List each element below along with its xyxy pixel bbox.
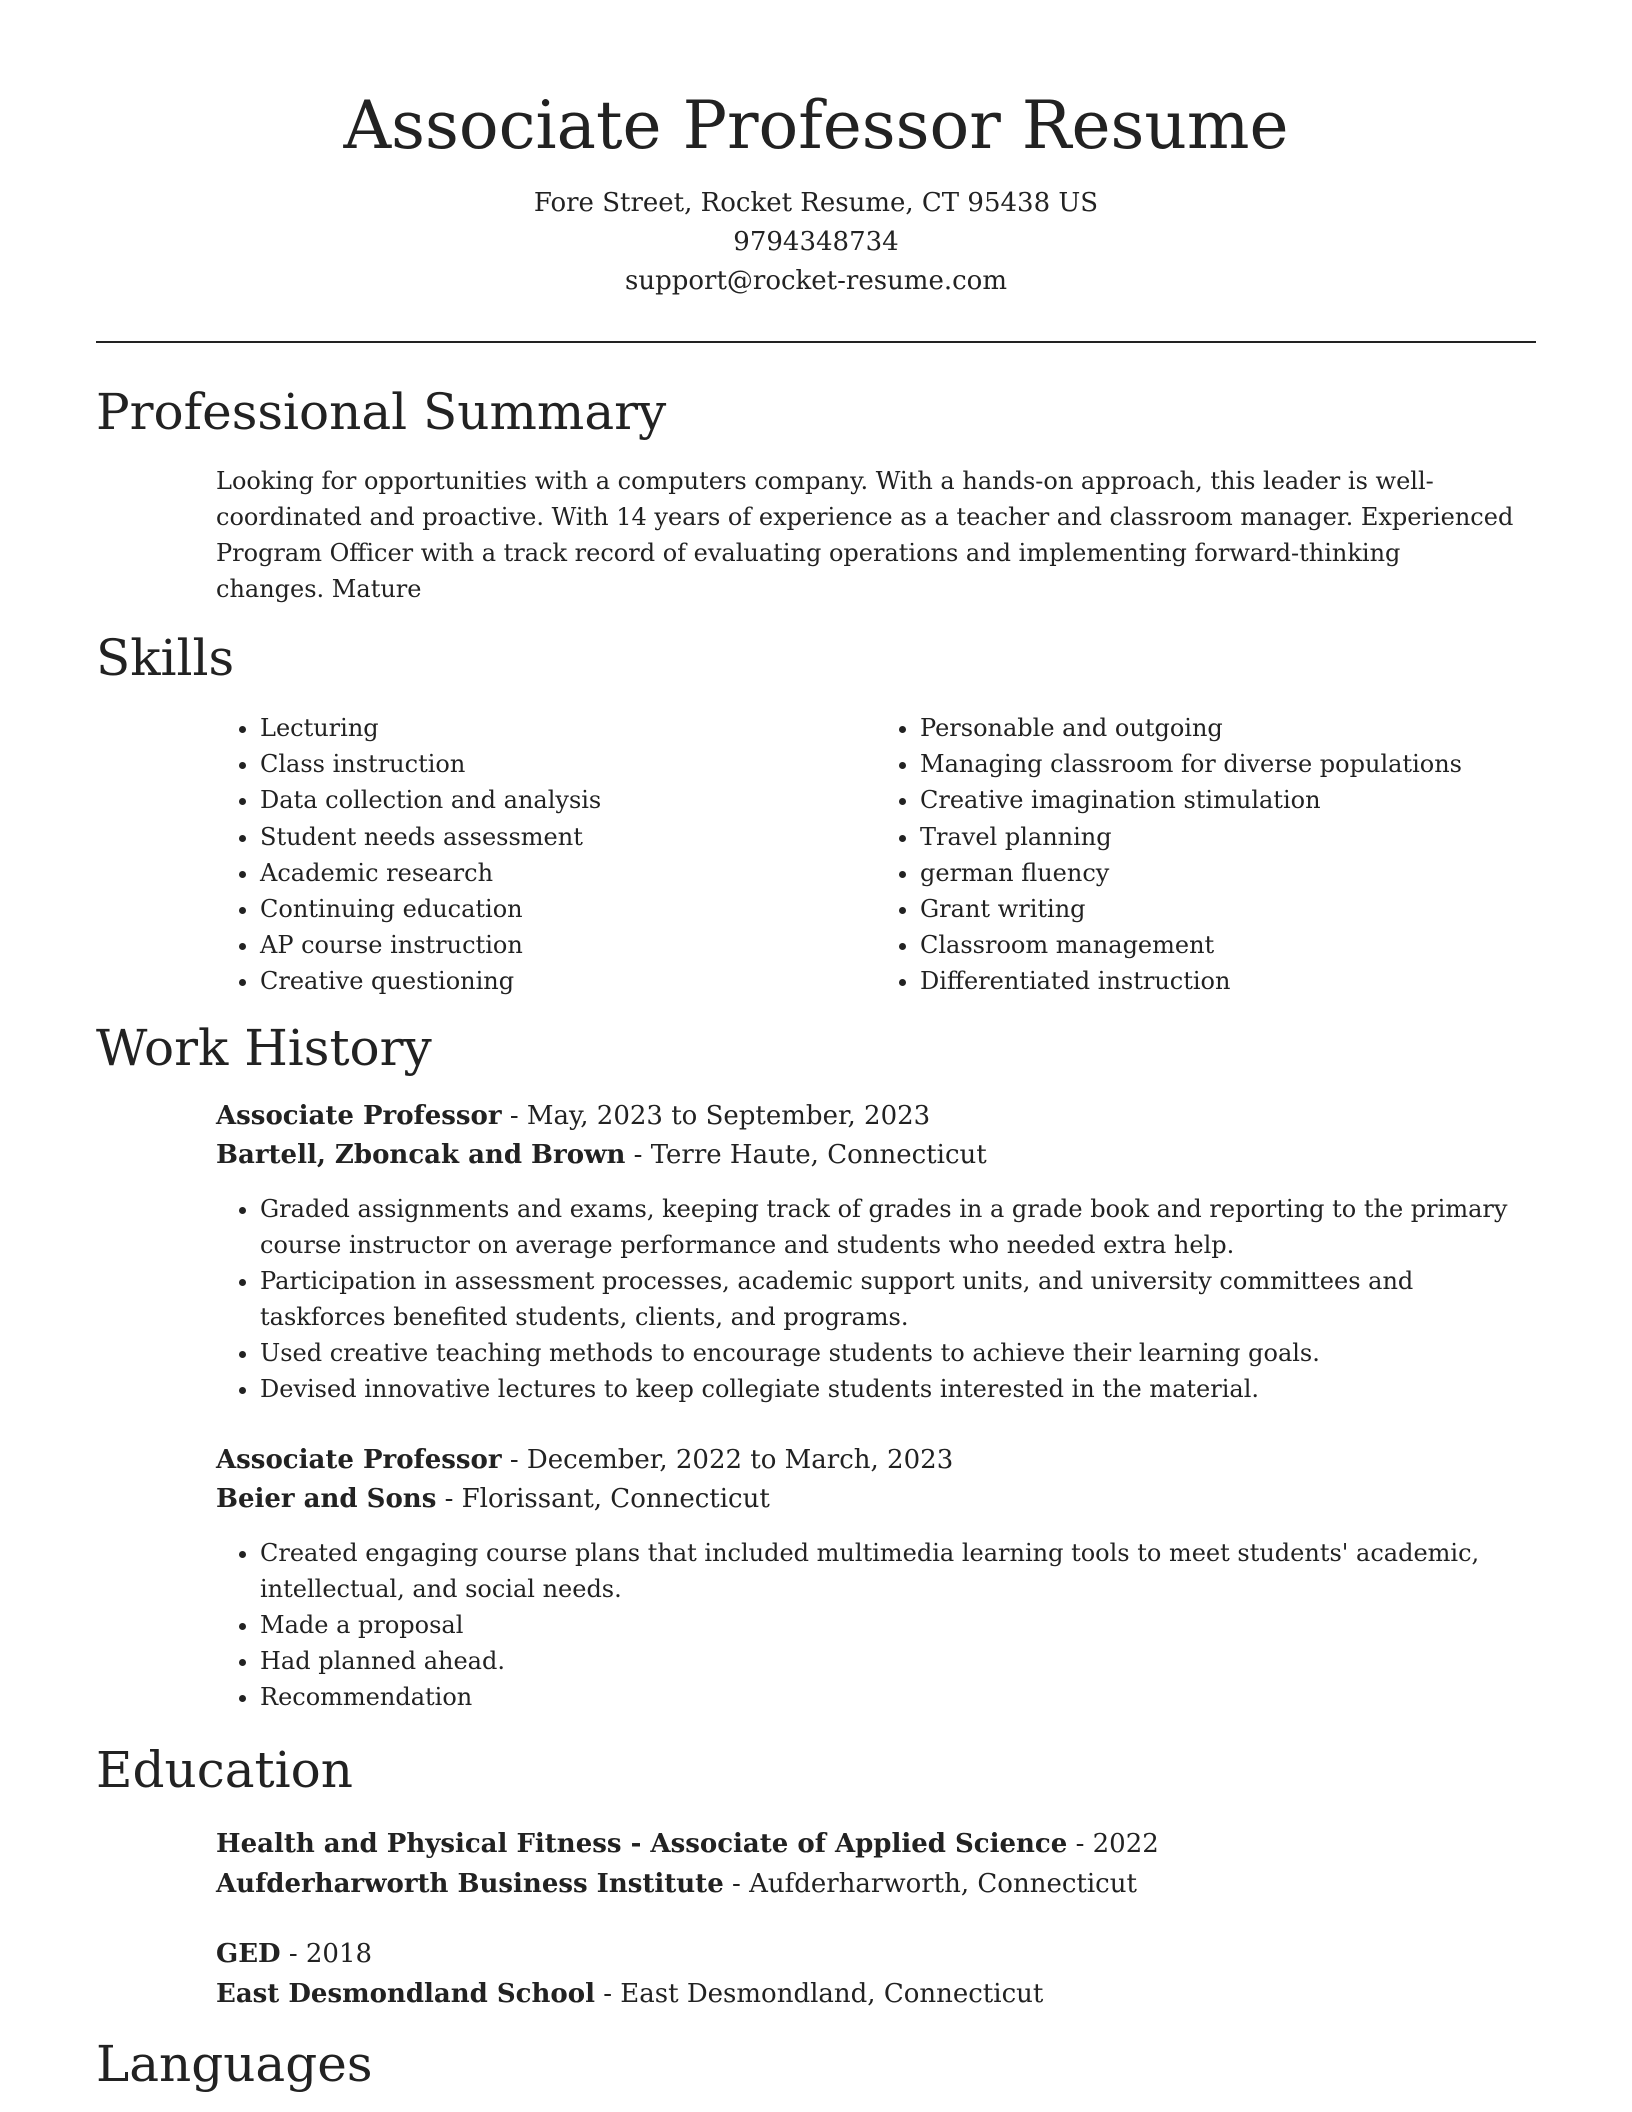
skill-item: • Differentiated instruction xyxy=(920,963,1536,999)
job-duty-item: • Made a proposal xyxy=(260,1607,1536,1643)
edu-location: - Aufderharworth, Connecticut xyxy=(723,1869,1137,1899)
job-company-line xyxy=(216,1480,1536,1519)
edu-school-line xyxy=(216,1974,1536,2014)
languages-heading: Languages xyxy=(96,2035,373,2093)
job-location: - Terre Haute, Connecticut xyxy=(625,1140,987,1170)
job-company: Beier and Sons xyxy=(216,1484,437,1514)
edu-school: Aufderharworth Business Institute xyxy=(216,1869,724,1899)
skill-item: • Personable and outgoing xyxy=(920,710,1536,746)
edu-degree-line xyxy=(216,1934,1536,1974)
header-divider xyxy=(96,341,1536,343)
education-entry xyxy=(216,1824,1536,1904)
contact-info xyxy=(0,184,1632,301)
skill-item: • Academic research xyxy=(260,855,876,891)
skill-item: • Creative questioning xyxy=(260,963,876,999)
skill-item: • AP course instruction xyxy=(260,927,876,963)
job-company-line xyxy=(216,1136,1536,1175)
edu-year: - 2022 xyxy=(1067,1829,1159,1859)
edu-degree: GED xyxy=(216,1939,281,1969)
job-duty-item: • Recommendation xyxy=(260,1679,1536,1715)
resume-title: Associate Professor Resume xyxy=(343,87,1289,164)
job-title: Associate Professor xyxy=(216,1101,502,1131)
skill-item: • Creative imagination stimulation xyxy=(920,782,1536,818)
skill-item: • Managing classroom for diverse populations xyxy=(920,746,1536,782)
skill-item: • Class instruction xyxy=(260,746,876,782)
job-title-line xyxy=(216,1441,1536,1480)
job-duty-item: • Had planned ahead. xyxy=(260,1643,1536,1679)
resume-header xyxy=(0,80,1632,301)
job-entry xyxy=(216,1441,1536,1715)
job-duty-item: • Created engaging course plans that included multimedia learning tools to meet students' academic, intellectual, and social needs. xyxy=(260,1535,1536,1607)
education-entry xyxy=(216,1934,1536,2014)
job-dates: - May, 2023 to September, 2023 xyxy=(501,1101,931,1131)
skill-item: • Lecturing xyxy=(260,710,876,746)
job-duty-item: • Used creative teaching methods to encourage students to achieve their learning goals. xyxy=(260,1335,1536,1371)
edu-school-line xyxy=(216,1864,1536,1904)
job-duties xyxy=(216,1191,1536,1407)
edu-year: - 2018 xyxy=(280,1939,373,1969)
skills-column-left xyxy=(216,710,876,1000)
edu-location: - East Desmondland, Connecticut xyxy=(594,1979,1044,2009)
job-duty-item: • Devised innovative lectures to keep collegiate students interested in the material. xyxy=(260,1371,1536,1407)
contact-email: support@rocket-resume.com xyxy=(624,266,1007,296)
contact-phone: 9794348734 xyxy=(733,227,899,257)
job-duties xyxy=(216,1535,1536,1715)
job-duty-item: • Participation in assessment processes, academic support units, and university committees and taskforces benefited students, clients, and programs. xyxy=(260,1263,1536,1335)
skills-heading: Skills xyxy=(96,629,235,687)
summary-heading: Professional Summary xyxy=(96,383,667,441)
skill-item: • Continuing education xyxy=(260,891,876,927)
skill-item: • Grant writing xyxy=(920,891,1536,927)
job-title: Associate Professor xyxy=(216,1445,502,1475)
job-company: Bartell, Zboncak and Brown xyxy=(216,1140,626,1170)
skill-item: • Data collection and analysis xyxy=(260,782,876,818)
edu-degree: Health and Physical Fitness - Associate of Applied Science xyxy=(216,1829,1068,1859)
job-duty-item: • Graded assignments and exams, keeping track of grades in a grade book and reporting to the primary course instructor on average performance and students who needed extra help. xyxy=(260,1191,1536,1263)
job-title-line xyxy=(216,1097,1536,1136)
skill-item: • Travel planning xyxy=(920,819,1536,855)
skill-item: • Classroom management xyxy=(920,927,1536,963)
skill-item: • german fluency xyxy=(920,855,1536,891)
job-dates: - December, 2022 to March, 2023 xyxy=(501,1445,954,1475)
job-location: - Florissant, Connecticut xyxy=(436,1484,770,1514)
edu-degree-line xyxy=(216,1824,1536,1864)
skills-column-right xyxy=(876,710,1536,1000)
job-entry xyxy=(216,1097,1536,1407)
contact-address: Fore Street, Rocket Resume, CT 95438 US xyxy=(533,188,1099,218)
skills-list xyxy=(216,710,1536,1000)
work-history-heading: Work History xyxy=(96,1019,432,1077)
summary-text: Looking for opportunities with a computers company. With a hands-on approach, this leader is well-coordinated and proactive. With 14 years of experience as a teacher and classroom manager. Experienced Program Officer with a track record of evaluating operations and implementing forward-thinking changes. Mature xyxy=(216,467,1514,603)
skill-item: • Student needs assessment xyxy=(260,819,876,855)
edu-school: East Desmondland School xyxy=(216,1979,595,2009)
education-heading: Education xyxy=(96,1741,353,1799)
